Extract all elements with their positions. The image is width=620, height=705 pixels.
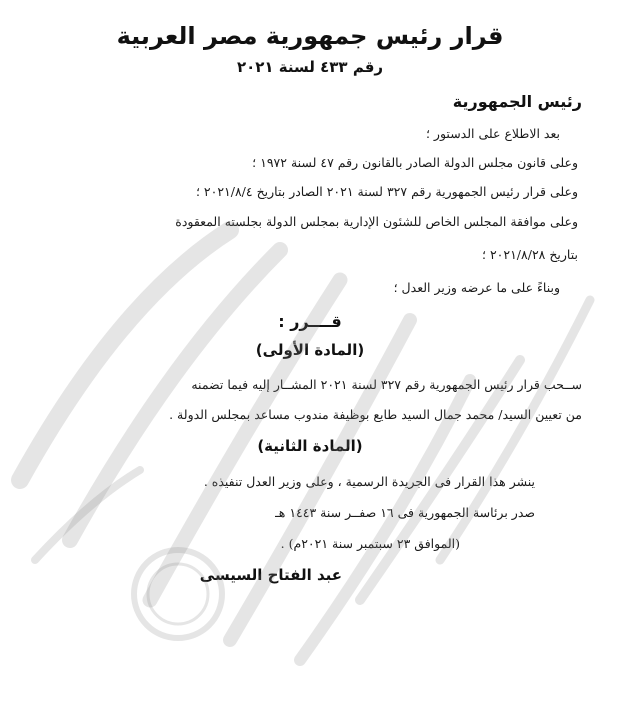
issuer-heading: رئيس الجمهورية: [452, 92, 582, 111]
preamble-line: وعلى قانون مجلس الدولة الصادر بالقانون رقم ٤٧ لسنة ١٩٧٢ ؛: [252, 155, 578, 170]
decided-heading: قــــرر :: [278, 312, 342, 331]
article-2-line: ينشر هذا القرار فى الجريدة الرسمية ، وعلى وزير العدل تنفيذه .: [203, 474, 535, 489]
preamble-line: وعلى قرار رئيس الجمهورية رقم ٣٢٧ لسنة ٢٠٢١ الصادر بتاريخ ٢٠٢١/٨/٤ ؛: [195, 184, 578, 199]
article-2-heading: (المادة الثانية): [257, 437, 363, 455]
issued-date-line: (الموافق ٢٣ سبتمبر سنة ٢٠٢١م) .: [280, 536, 460, 551]
decree-title: قرار رئيس جمهورية مصر العربية: [116, 22, 504, 50]
preamble-line: وعلى موافقة المجلس الخاص للشئون الإدارية بمجلس الدولة بجلسته المعقودة: [175, 214, 578, 229]
article-1-line: ســحب قرار رئيس الجمهورية رقم ٣٢٧ لسنة ٢٠٢١ المشــار إليه فيما تضمنه: [191, 377, 582, 392]
preamble-line: بتاريخ ٢٠٢١/٨/٢٨ ؛: [482, 247, 578, 262]
article-1-line: من تعيين السيد/ محمد جمال السيد طايع بوظيفة مندوب مساعد بمجلس الدولة .: [169, 407, 582, 422]
decree-number: رقم ٤٣٣ لسنة ٢٠٢١: [236, 58, 384, 76]
signature: عبد الفتاح السيسى: [199, 566, 342, 584]
issued-date-line: صدر برئاسة الجمهورية فى ١٦ صفــر سنة ١٤٤٣ هـ: [275, 505, 535, 520]
preamble-line: وبناءً على ما عرضه وزير العدل ؛: [393, 280, 560, 295]
article-1-heading: (المادة الأولى): [255, 341, 365, 359]
preamble-line: بعد الاطلاع على الدستور ؛: [425, 126, 560, 141]
